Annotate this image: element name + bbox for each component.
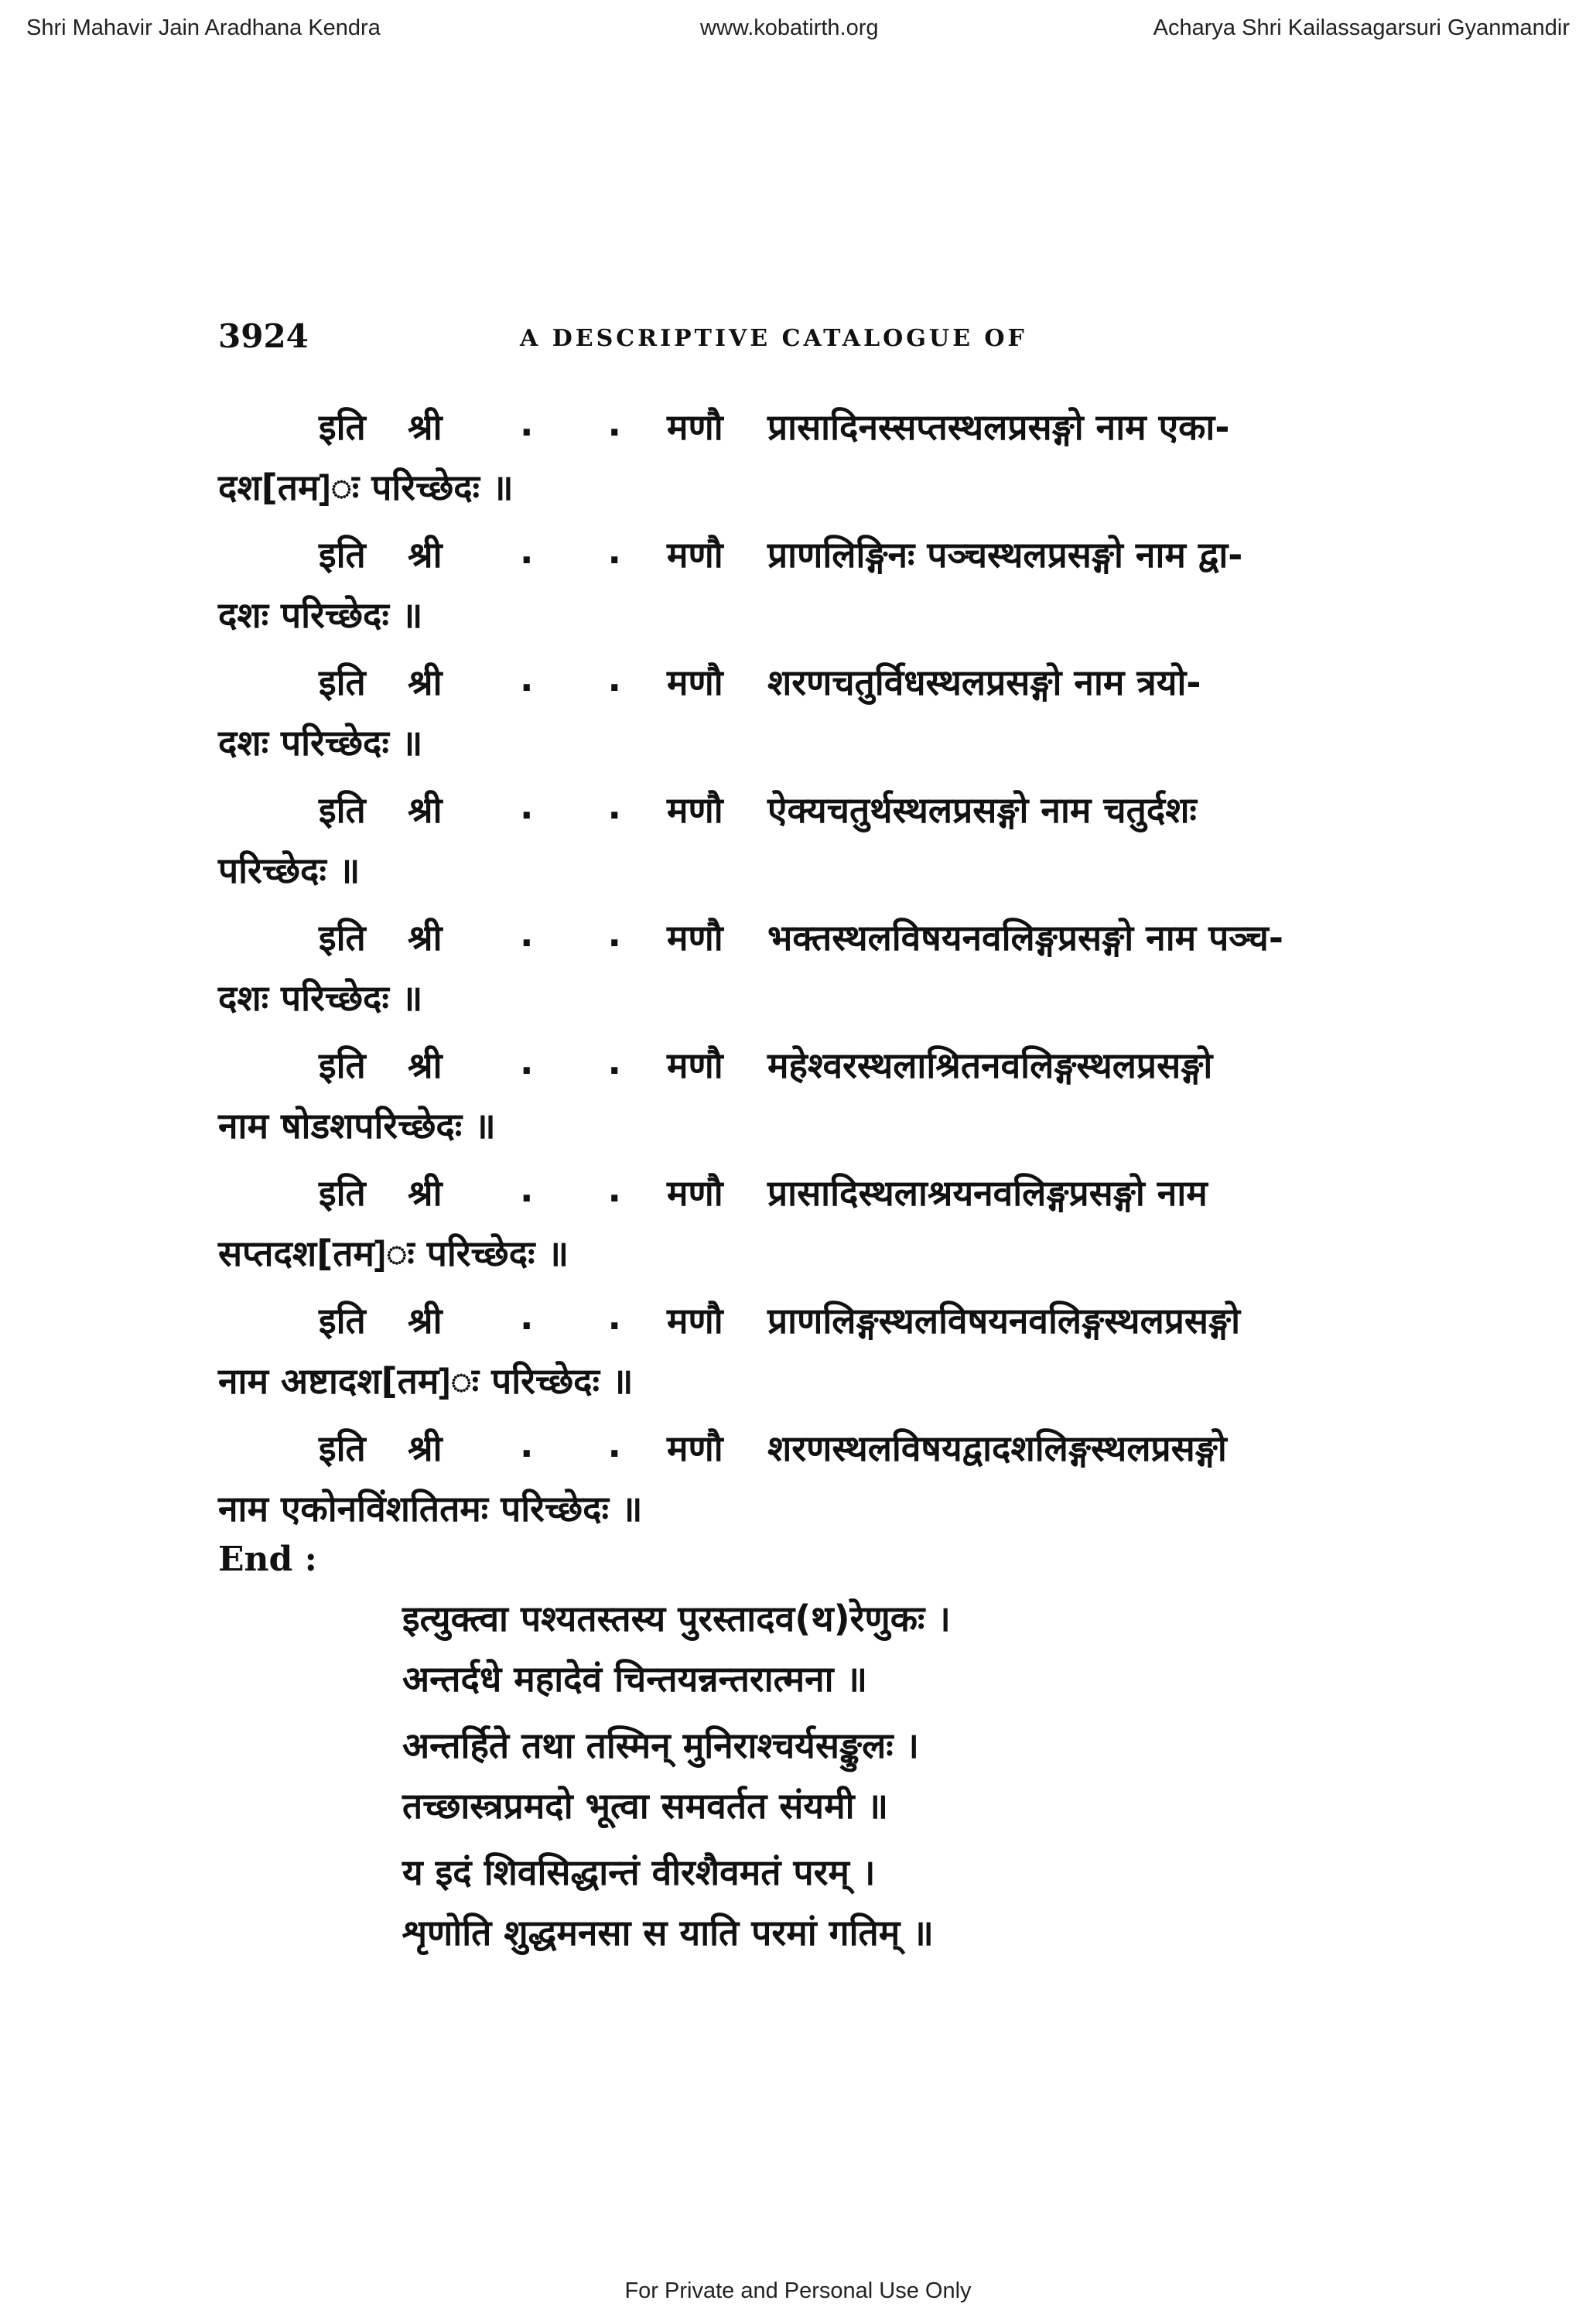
header-right-text: Acharya Shri Kailassagarsuri Gyanmandir xyxy=(1153,15,1570,40)
verse-line: तच्छास्त्रप्रमदो भूत्वा समवर्तत संयमी ॥ xyxy=(402,1785,889,1827)
colophon-entry xyxy=(218,530,1379,658)
colophon-line-1 xyxy=(218,1424,1379,1478)
colophon-entry xyxy=(218,913,1379,1041)
colophon-ellipsis: . . xyxy=(520,1296,652,1338)
colophon-title: प्रासादिस्थलाश्रयनवलिङ्गप्रसङ्गो नाम xyxy=(767,1172,1208,1214)
colophon-title: प्राणलिङ्गस्थलविषयनवलिङ्गस्थलप्रसङ्गो xyxy=(767,1300,1241,1342)
colophon-line-2: परिच्छेदः ॥ xyxy=(218,849,361,891)
header-center-url: www.kobatirth.org xyxy=(700,15,879,40)
colophon-line-1 xyxy=(218,530,1379,584)
colophon-iti: इति xyxy=(319,789,366,831)
colophon-line-1 xyxy=(218,1296,1379,1350)
page-number: 3924 xyxy=(218,317,309,355)
colophon-shri: श्री xyxy=(408,661,443,703)
page-footer: For Private and Personal Use Only xyxy=(624,2278,972,2303)
running-head xyxy=(218,317,1379,364)
colophon-list xyxy=(218,402,1379,1551)
verse-line: इत्युक्त्वा पश्यतस्तस्य पुरस्तादव(थ)रेणुकः । xyxy=(402,1598,951,1639)
colophon-iti: इति xyxy=(319,917,366,959)
colophon-manau: मणौ xyxy=(667,1427,723,1469)
colophon-shri: श्री xyxy=(408,1300,443,1342)
colophon-shri: श्री xyxy=(408,789,443,831)
colophon-iti: इति xyxy=(319,661,366,703)
colophon-line-2: दश[तम]ः परिच्छेदः ॥ xyxy=(218,467,514,508)
colophon-title: प्रासादिनस्सप्तस्थलप्रसङ्गो नाम एका- xyxy=(767,406,1230,448)
colophon-line-1 xyxy=(218,913,1379,967)
colophon-manau: मणौ xyxy=(667,1044,723,1086)
colophon-manau: मणौ xyxy=(667,406,723,448)
end-label: End : xyxy=(218,1540,317,1579)
colophon-ellipsis: . . xyxy=(520,530,652,572)
colophon-ellipsis: . . xyxy=(520,913,652,955)
colophon-ellipsis: . . xyxy=(520,1168,652,1210)
colophon-ellipsis: . . xyxy=(520,402,652,444)
colophon-title: शरणचतुर्विधस्थलप्रसङ्गो नाम त्रयो- xyxy=(767,661,1201,703)
colophon-entry xyxy=(218,402,1379,530)
colophon-shri: श्री xyxy=(408,917,443,959)
colophon-iti: इति xyxy=(319,1427,366,1469)
colophon-manau: मणौ xyxy=(667,661,723,703)
colophon-shri: श्री xyxy=(408,1044,443,1086)
colophon-ellipsis: . . xyxy=(520,1041,652,1082)
end-verses xyxy=(402,1594,1408,1968)
catalogue-title: A DESCRIPTIVE CATALOGUE OF xyxy=(520,325,1027,352)
colophon-manau: मणौ xyxy=(667,1172,723,1214)
page-header xyxy=(0,11,1596,50)
colophon-title: ऐक्यचतुर्थस्थलप्रसङ्गो नाम चतुर्दशः xyxy=(767,789,1197,831)
colophon-iti: इति xyxy=(319,1300,366,1342)
colophon-manau: मणौ xyxy=(667,917,723,959)
colophon-line-1 xyxy=(218,1041,1379,1095)
colophon-entry xyxy=(218,1296,1379,1424)
colophon-line-2: नाम एकोनविंशतितमः परिच्छेदः ॥ xyxy=(218,1488,643,1530)
colophon-line-2: दशः परिच्छेदः ॥ xyxy=(218,722,423,764)
colophon-line-1 xyxy=(218,658,1379,712)
colophon-line-1 xyxy=(218,1168,1379,1222)
colophon-iti: इति xyxy=(319,1044,366,1086)
verse-line: अन्तर्दधे महादेवं चिन्तयन्नन्तरात्मना ॥ xyxy=(402,1658,868,1700)
colophon-ellipsis: . . xyxy=(520,785,652,827)
colophon-line-2: नाम अष्टादश[तम]ः परिच्छेदः ॥ xyxy=(218,1360,634,1402)
colophon-shri: श्री xyxy=(408,534,443,576)
colophon-ellipsis: . . xyxy=(520,1424,652,1465)
colophon-shri: श्री xyxy=(408,1172,443,1214)
colophon-manau: मणौ xyxy=(667,534,723,576)
colophon-entry xyxy=(218,1041,1379,1168)
colophon-line-2: दशः परिच्छेदः ॥ xyxy=(218,977,423,1019)
colophon-entry xyxy=(218,658,1379,785)
colophon-title: महेश्वरस्थलाश्रितनवलिङ्गस्थलप्रसङ्गो xyxy=(767,1044,1213,1086)
colophon-line-2: सप्तदश[तम]ः परिच्छेदः ॥ xyxy=(218,1232,569,1274)
colophon-line-2: नाम षोडशपरिच्छेदः ॥ xyxy=(218,1105,496,1147)
verse-line: य इदं शिवसिद्धान्तं वीरशैवमतं परम् । xyxy=(402,1851,876,1893)
colophon-entry xyxy=(218,1424,1379,1551)
colophon-iti: इति xyxy=(319,534,366,576)
verse-line: शृणोति शुद्धमनसा स याति परमां गतिम् ॥ xyxy=(402,1912,934,1954)
colophon-entry xyxy=(218,785,1379,913)
colophon-line-1 xyxy=(218,785,1379,839)
colophon-iti: इति xyxy=(319,406,366,448)
colophon-ellipsis: . . xyxy=(520,658,652,699)
colophon-title: प्राणलिङ्गिनः पञ्चस्थलप्रसङ्गो नाम द्वा- xyxy=(767,534,1243,576)
colophon-line-1 xyxy=(218,402,1379,456)
colophon-manau: मणौ xyxy=(667,1300,723,1342)
colophon-shri: श्री xyxy=(408,1427,443,1469)
colophon-shri: श्री xyxy=(408,406,443,448)
colophon-title: शरणस्थलविषयद्वादशलिङ्गस्थलप्रसङ्गो xyxy=(767,1427,1227,1469)
header-left-text: Shri Mahavir Jain Aradhana Kendra xyxy=(26,15,381,40)
colophon-manau: मणौ xyxy=(667,789,723,831)
colophon-iti: इति xyxy=(319,1172,366,1214)
verse-line: अन्तर्हिते तथा तस्मिन् मुनिराश्चर्यसङ्कुलः । xyxy=(402,1725,919,1766)
colophon-line-2: दशः परिच्छेदः ॥ xyxy=(218,594,423,636)
colophon-title: भक्तस्थलविषयनवलिङ्गप्रसङ्गो नाम पञ्च- xyxy=(767,917,1283,959)
colophon-entry xyxy=(218,1168,1379,1296)
